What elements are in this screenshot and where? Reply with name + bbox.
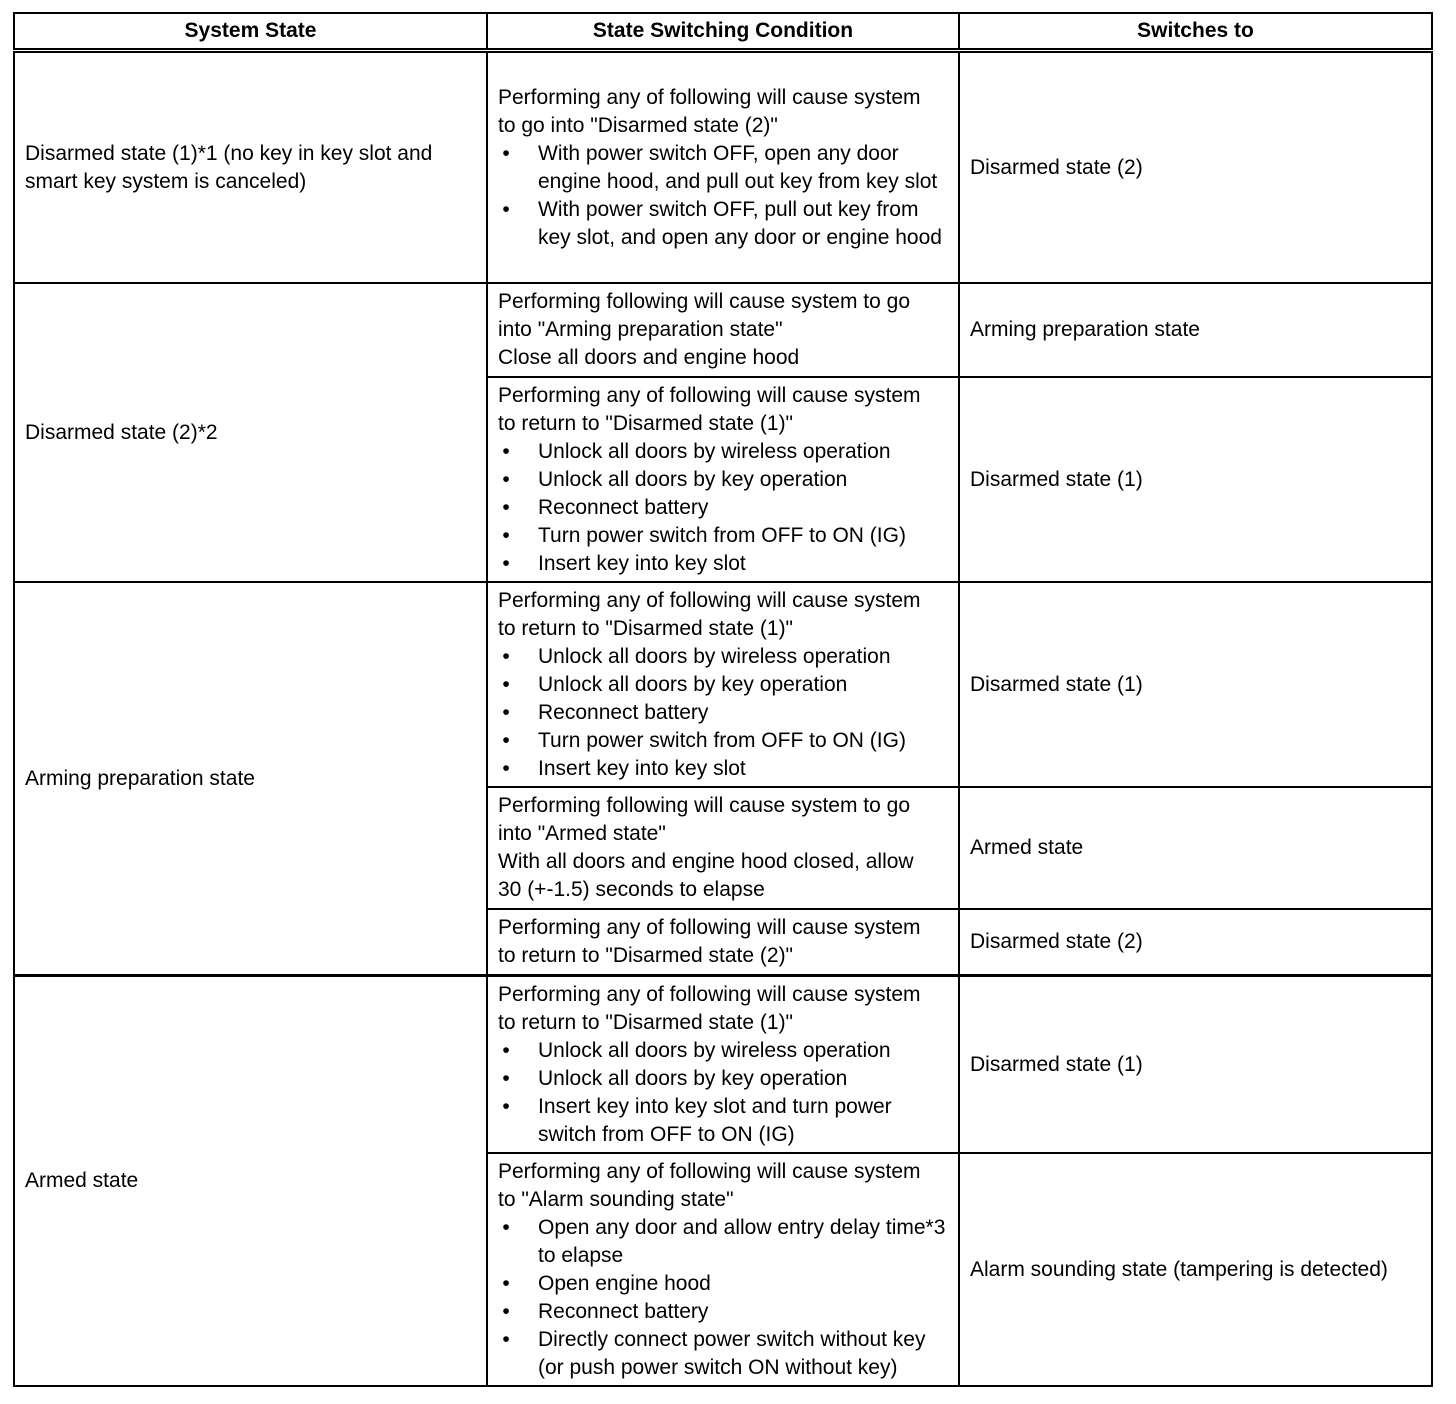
list-item: • Reconnect battery <box>498 699 948 727</box>
bullet-icon: • <box>502 1066 510 1090</box>
list-item: • Open engine hood <box>498 1270 948 1298</box>
list-item: • With power switch OFF, pull out key from key slot, and open any door or engine hood <box>498 196 948 252</box>
list-item: • Reconnect battery <box>498 1298 948 1326</box>
table-row <box>14 51 1432 284</box>
list-item: • Insert key into key slot <box>498 755 948 783</box>
table-header-row <box>14 13 1432 51</box>
list-item: • Reconnect battery <box>498 494 948 522</box>
system-state-cell: Disarmed state (2)*2 <box>14 283 487 582</box>
condition-cell <box>487 976 959 1154</box>
bullet-icon: • <box>502 1038 510 1062</box>
condition-text: into "Armed state" <box>498 822 666 845</box>
bullet-icon: • <box>502 756 510 780</box>
bullet-icon: • <box>502 1327 510 1351</box>
condition-text: Performing any of following will cause system <box>498 1159 921 1183</box>
condition-text: Performing any of following will cause system <box>498 383 921 407</box>
list-item: • Insert key into key slot and turn power switch from OFF to ON (IG) <box>498 1093 948 1149</box>
switches-to-cell: Alarm sounding state (tampering is detected) <box>959 1153 1432 1386</box>
condition-text: Performing following will cause system to go <box>498 290 911 313</box>
condition-text: With all doors and engine hood closed, allow <box>498 850 914 873</box>
header-switches-to: Switches to <box>959 13 1432 51</box>
list-item: • Unlock all doors by wireless operation <box>498 438 948 466</box>
list-item: • Unlock all doors by key operation <box>498 1065 948 1093</box>
list-item: • Unlock all doors by key operation <box>498 466 948 494</box>
condition-text: to return to "Disarmed state (1)" <box>498 616 794 640</box>
condition-cell <box>487 582 959 787</box>
list-item: • Turn power switch from OFF to ON (IG) <box>498 522 948 550</box>
switches-to-cell: Disarmed state (2) <box>959 51 1432 284</box>
condition-text: Performing any of following will cause system <box>498 588 921 612</box>
condition-cell <box>487 787 959 909</box>
condition-text: to go into "Disarmed state (2)" <box>498 113 778 137</box>
bullet-icon: • <box>502 700 510 724</box>
condition-text: 30 (+-1.5) seconds to elapse <box>498 878 765 901</box>
condition-text: to "Alarm sounding state" <box>498 1187 734 1211</box>
bullet-icon: • <box>502 551 510 575</box>
table-row <box>14 976 1432 1154</box>
system-state-cell: Disarmed state (1)*1 (no key in key slot and smart key system is canceled) <box>14 51 487 284</box>
list-item: • Unlock all doors by key operation <box>498 671 948 699</box>
condition-list <box>498 1037 948 1149</box>
condition-text: to return to "Disarmed state (2)" <box>498 944 794 967</box>
condition-list <box>498 140 948 252</box>
bullet-icon: • <box>502 495 510 519</box>
list-item: • Unlock all doors by wireless operation <box>498 643 948 671</box>
bullet-icon: • <box>502 141 510 165</box>
switches-to-cell: Disarmed state (1) <box>959 976 1432 1154</box>
list-item: • Open any door and allow entry delay time*3 to elapse <box>498 1214 948 1270</box>
list-item: • With power switch OFF, open any door engine hood, and pull out key from key slot <box>498 140 948 196</box>
condition-list <box>498 1214 948 1382</box>
list-item: • Insert key into key slot <box>498 550 948 578</box>
switches-to-cell: Disarmed state (2) <box>959 909 1432 976</box>
condition-text: Performing any of following will cause system <box>498 916 921 939</box>
list-item: • Unlock all doors by wireless operation <box>498 1037 948 1065</box>
condition-text: to return to "Disarmed state (1)" <box>498 1010 794 1034</box>
condition-cell <box>487 909 959 976</box>
condition-text: to return to "Disarmed state (1)" <box>498 411 794 435</box>
header-state-switching-condition: State Switching Condition <box>487 13 959 51</box>
bullet-icon: • <box>502 1215 510 1239</box>
system-state-cell: Arming preparation state <box>14 582 487 976</box>
condition-text: Performing following will cause system to go <box>498 794 911 817</box>
condition-cell <box>487 51 959 284</box>
bullet-icon: • <box>502 523 510 547</box>
condition-cell <box>487 1153 959 1386</box>
switches-to-cell: Disarmed state (1) <box>959 582 1432 787</box>
bullet-icon: • <box>502 1094 510 1118</box>
bullet-icon: • <box>502 1271 510 1295</box>
table-row <box>14 582 1432 787</box>
bullet-icon: • <box>502 197 510 221</box>
condition-text: Performing any of following will cause system <box>498 982 921 1006</box>
system-state-cell: Armed state <box>14 976 487 1387</box>
condition-text: Performing any of following will cause system <box>498 85 921 109</box>
condition-text: into "Arming preparation state" <box>498 318 783 341</box>
condition-cell <box>487 377 959 582</box>
bullet-icon: • <box>502 1299 510 1323</box>
list-item: • Turn power switch from OFF to ON (IG) <box>498 727 948 755</box>
list-item: • Directly connect power switch without key (or push power switch ON without key) <box>498 1326 948 1382</box>
bullet-icon: • <box>502 728 510 752</box>
switches-to-cell: Disarmed state (1) <box>959 377 1432 582</box>
switches-to-cell: Armed state <box>959 787 1432 909</box>
header-system-state: System State <box>14 13 487 51</box>
bullet-icon: • <box>502 439 510 463</box>
state-transition-table <box>13 12 1433 1387</box>
condition-text: Close all doors and engine hood <box>498 346 800 369</box>
condition-list <box>498 438 948 578</box>
switches-to-cell: Arming preparation state <box>959 283 1432 377</box>
bullet-icon: • <box>502 672 510 696</box>
bullet-icon: • <box>502 467 510 491</box>
condition-list <box>498 643 948 783</box>
bullet-icon: • <box>502 644 510 668</box>
table-row <box>14 283 1432 377</box>
condition-cell <box>487 283 959 377</box>
